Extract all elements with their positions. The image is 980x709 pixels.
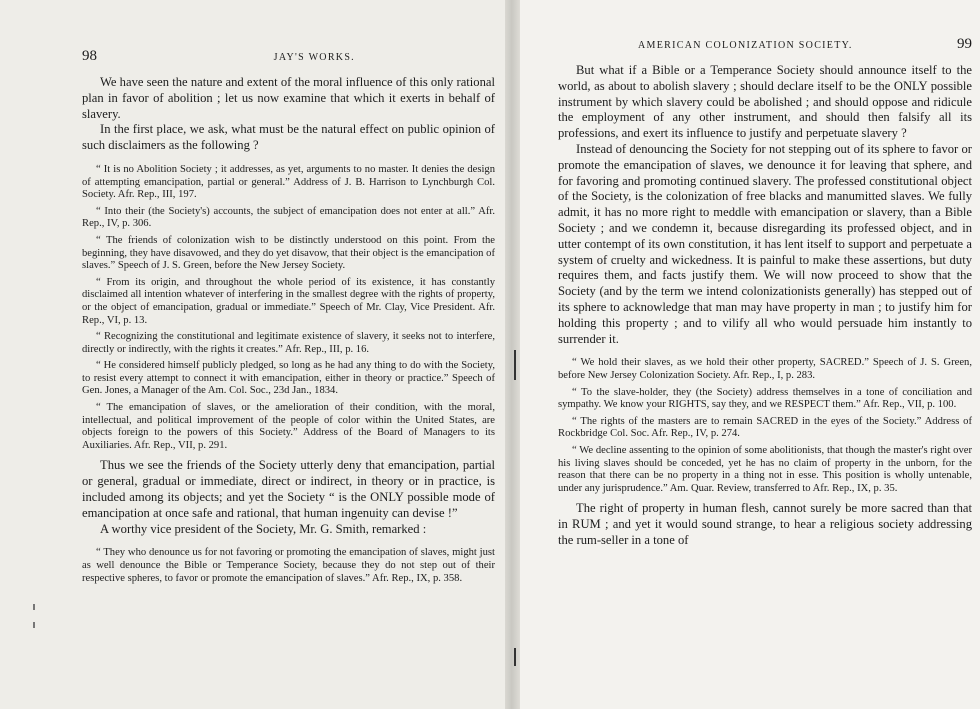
margin-speck — [33, 622, 35, 628]
book-gutter — [505, 0, 520, 709]
left-paragraph-2: In the first place, we ask, what must be the natural effect on public opinion of such disclaimers as the following ? — [82, 122, 495, 153]
left-page-number: 98 — [82, 48, 97, 64]
left-quote-3: “ The friends of colonization wish to be distinctly understood on this point. From the beginning, they have disavowed, and they do yet disavow, that their object is the emancipation of slaves.” Speech of J. S. Green, before the New Jersey Society. — [82, 234, 495, 272]
right-quote-1: “ We hold their slaves, as we hold their other property, SACRED.” Speech of J. S. Green, before New Jersey Colonization Society. Afr. Rep., I, p. 283. — [558, 357, 972, 381]
left-paragraph-4: A worthy vice president of the Society, Mr. G. Smith, remarked : — [100, 521, 427, 536]
right-quote-4: “ We decline assenting to the opinion of some abolitionists, that though the master's right over his living slaves should be conceded, yet he has no claim of property in the unborn, for the reason that there can be no property in a thing not in esse. This position is wholly untenable, under any jurisprudence.” Am. Quar. Review, transferred to Afr. Rep., IX, p. 35. — [558, 444, 972, 494]
right-running-head — [558, 36, 972, 53]
right-paragraph-1: But what if a Bible or a Temperance Society should announce itself to the world, as about to abolish slavery ; should declare itself to be the ONLY possible instrument by which slavery could be abolished ; and should oppose and ridicule the employment of any other instrument, and should then falsify all its professions, and exert its influence to justify and perpetuate slavery ? — [558, 63, 972, 141]
left-running-head — [82, 48, 495, 65]
left-paragraph-1: We have seen the nature and extent of the moral influence of this only rational plan in favor of abolition ; let us now examine that which it exerts in behalf of slavery. — [82, 75, 495, 121]
margin-speck — [33, 604, 35, 610]
binding-mark — [514, 350, 516, 380]
right-paragraph-3: The right of property in human flesh, cannot surely be more sacred than that in RUM ; and yet it would sound strange, to hear a religious society addressing the rum-seller in a tone of — [558, 501, 972, 547]
right-page-number: 99 — [957, 36, 972, 52]
right-quote-3: “ The rights of the masters are to remain SACRED in the eyes of the Society.” Address of Rockbridge Col. Soc. Afr. Rep., IV, p. 274. — [558, 415, 972, 440]
right-page — [520, 0, 980, 709]
binding-mark — [514, 648, 516, 666]
right-running-title: AMERICAN COLONIZATION SOCIETY. — [638, 40, 853, 51]
left-quote-1: “ It is no Abolition Society ; it addresses, as yet, arguments to no master. It denies the design of attempting emancipation, partial or general.” Address of J. B. Harrison to Lynchburgh Col. Society. Afr. Rep., III, 197. — [82, 163, 495, 201]
left-quote-5: “ Recognizing the constitutional and legitimate existence of slavery, it seeks not to interfere, directly or indirectly, with the rights it creates.” Afr. Rep., III, p. 16. — [82, 331, 495, 355]
right-paragraph-2: Instead of denouncing the Society for not stepping out of its sphere to favor or promote the emancipation of slaves, we denounce it for leaving that sphere, and for favoring and promoting continued slavery. The professed constitutional object of the Society, is the colonization of free blacks and manumitted slaves. We fully admit, it has no more right to meddle with emancipation or slavery, than a Bible Society ; and we condemn it, because disregarding its professed object, and in utter contempt of its own constitution, it has lent itself to support and perpetuate a system of cruelty and wickedness. It is painful to make these assertions, but duty requires them, and facts justify them. We will now proceed to show that the Society (and by the term we intend colonizationists generally) has stepped out of its sphere to acknowledge that man may have property in man ; to justify him for holding this property ; and to vilify all who would persuade him instantly to surrender it. — [558, 141, 972, 346]
left-quote-7: “ The emancipation of slaves, or the amelioration of their condition, with the moral, intellectual, and political improvement of the people of color within the United States, are objects foreign to the powers of this Society.” Address of the Board of Managers to its Auxiliaries. Afr. Rep., VII, p. 291. — [82, 402, 495, 451]
left-quote-4: “ From its origin, and throughout the whole period of its existence, it has constantly disclaimed all intention whatever of interfering in the smallest degree with the rights of property, or the object of emancipation, gradual or immediate.” Speech of Mr. Clay, Vice President. Afr. Rep., VI, p. 13. — [82, 276, 495, 326]
left-paragraph-3: Thus we see the friends of the Society utterly deny that emancipation, partial or general, gradual or immediate, direct or indirect, in theory or in practice, is included among its objects; and yet the Society “ is the ONLY possible mode of emancipation at once safe and rational, that human ingenuity can devise !” — [82, 458, 495, 520]
left-quote-2: “ Into their (the Society's) accounts, the subject of emancipation does not enter at all.” Afr. Rep., IV, p. 306. — [82, 205, 495, 230]
left-quote-6: “ He considered himself publicly pledged, so long as he had any thing to do with the Society, to resist every attempt to connect it with emancipation, either in theory or practice.” Speech of Gen. Jones, a Manager of the Am. Col. Soc., 23d Jan., 1834. — [82, 360, 495, 397]
left-closing-quote: “ They who denounce us for not favoring or promoting the emancipation of slaves, might just as well denounce the Bible or Temperance Society, because they do not step out of their respective spheres, to favor or promote the emancipation of slaves.” Afr. Rep., IX, p. 358. — [82, 547, 495, 584]
left-running-title: JAY'S WORKS. — [273, 52, 355, 63]
right-quote-2: “ To the slave-holder, they (the Society) address themselves in a tone of conciliation and sympathy. We know your RIGHTS, say they, and we RESPECT them.” Afr. Rep., VII, p. 100. — [558, 386, 972, 411]
